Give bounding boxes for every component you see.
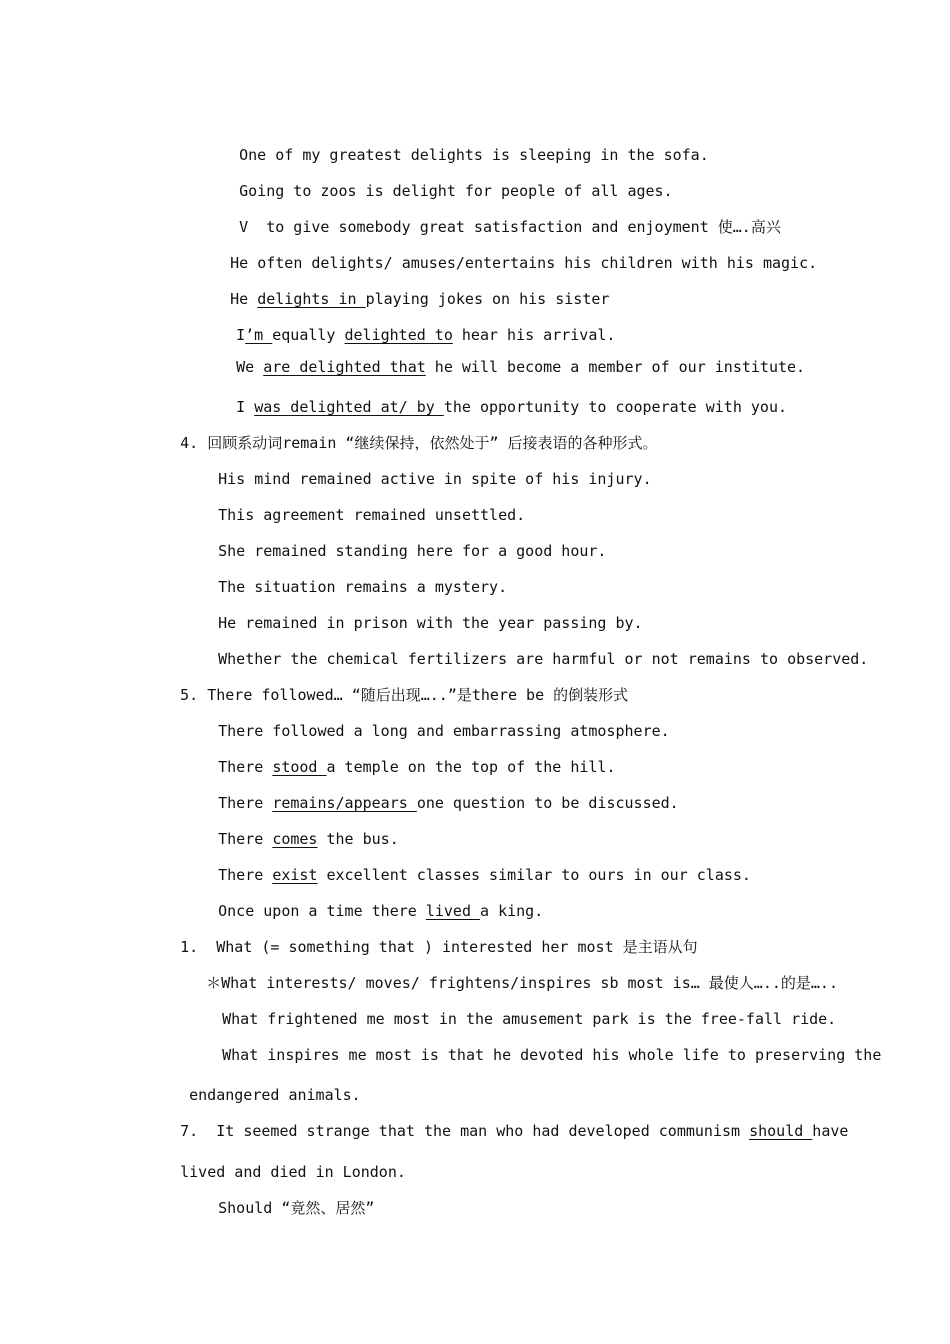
underlined-phrase: remains/appears xyxy=(272,794,417,812)
underlined-phrase: ’m xyxy=(245,326,273,344)
underlined-phrase: comes xyxy=(272,830,318,848)
text-line: Should “竟然、居然” xyxy=(218,1199,375,1217)
underlined-phrase: exist xyxy=(272,866,318,884)
line-text: Going to zoos is delight for people of all ages. xyxy=(239,182,673,200)
underlined-phrase: lived xyxy=(425,902,481,920)
text-line: The situation remains a mystery. xyxy=(218,578,508,596)
line-text: He often delights/ amuses/entertains his children with his magic. xyxy=(230,254,818,272)
text-line: He remained in prison with the year passing by. xyxy=(218,614,643,632)
section-heading: 1. What (= something that ) interested her most 是主语从句 xyxy=(180,938,698,956)
line-text: One of my greatest delights is sleeping in the sofa. xyxy=(239,146,709,164)
text-line: There followed a long and embarrassing atmosphere. xyxy=(218,722,670,740)
text-line: What frightened me most in the amusement park is the free-fall ride. xyxy=(222,1010,837,1028)
text-line: lived and died in London. xyxy=(180,1163,406,1181)
text-line: He delights in playing jokes on his sister xyxy=(230,290,610,308)
text-line: ＊What interests/ moves/ frightens/inspires sb most is… 最使人…..的是….. xyxy=(206,974,838,992)
underlined-phrase: are delighted that xyxy=(263,358,426,376)
text-line: I was delighted at/ by the opportunity to cooperate with you. xyxy=(236,398,788,416)
text-line: Whether the chemical fertilizers are harmful or not remains to observed. xyxy=(218,650,869,668)
underlined-phrase: should xyxy=(749,1122,813,1140)
text-line: There remains/appears one question to be discussed. xyxy=(218,794,679,812)
underlined-phrase: was delighted at/ by xyxy=(254,398,444,416)
text-line: endangered animals. xyxy=(189,1086,361,1104)
underlined-phrase: delighted to xyxy=(344,326,453,344)
text-line: His mind remained active in spite of his injury. xyxy=(218,470,652,488)
section-heading: 4. 回顾系动词remain “继续保持，依然处于” 后接表语的各种形式。 xyxy=(180,434,658,452)
text-line: What inspires me most is that he devoted his whole life to preserving the xyxy=(222,1046,882,1064)
text-line: We are delighted that he will become a member of our institute. xyxy=(236,358,806,376)
section-heading: 5. There followed… “随后出现…..”是there be 的倒装形式 xyxy=(180,686,629,704)
text-line: This agreement remained unsettled. xyxy=(218,506,526,524)
text-line: Once upon a time there lived a king. xyxy=(218,902,544,920)
text-line: I’m equally delighted to hear his arrival. xyxy=(236,326,616,344)
text-line: There stood a temple on the top of the hill. xyxy=(218,758,616,776)
text-line: There comes the bus. xyxy=(218,830,399,848)
section-heading: 7. It seemed strange that the man who had developed communism should have xyxy=(180,1122,849,1140)
line-text: V to give somebody great satisfaction and enjoyment 使….高兴 xyxy=(239,218,781,236)
underlined-phrase: stood xyxy=(272,758,327,776)
text-line: She remained standing here for a good hour. xyxy=(218,542,607,560)
text-line: There exist excellent classes similar to ours in our class. xyxy=(218,866,751,884)
underlined-phrase: delights in xyxy=(257,290,366,308)
